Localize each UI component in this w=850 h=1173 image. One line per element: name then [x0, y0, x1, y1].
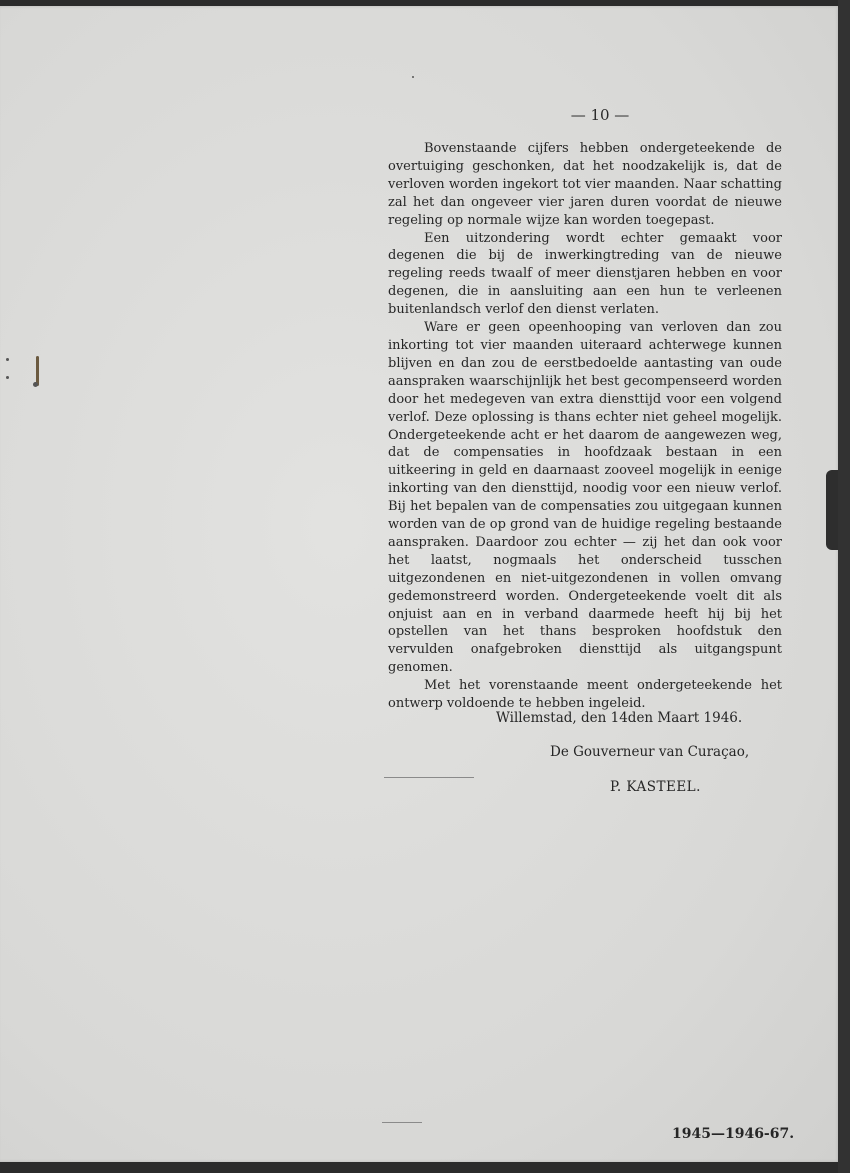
paragraph-1: Bovenstaande cijfers hebben ondergeteekende de overtuiging geschonken, dat het noodzakelijk is, dat de verloven worden ingekort tot vier maanden. Naar schatting zal het dan ongeveer vier jaren duren voordat de nieuwe regeling op normale wijze kan worden toegepast.	[388, 141, 782, 228]
margin-speck	[412, 76, 414, 78]
page-number: — 10 —	[570, 106, 630, 124]
place-date: Willemstad, den 14den Maart 1946.	[496, 710, 743, 726]
scan-edge	[838, 0, 850, 1173]
signatory-title: De Gouverneur van Curaçao,	[550, 744, 750, 760]
paragraph-3: Ware er geen opeenhooping van verloven dan zou inkorting tot vier maanden uiteraard achterwege kunnen blijven en dan zou de eerstbedoelde aantasting van oude aanspraken waarschijnlijk het best gecompenseerd worden door het medegeven van extra diensttijd voor een volgend verlof. Deze oplossing is thans echter niet geheel mogelijk. Ondergeteekende acht er het daarom de aangewezen weg, dat de compensaties in hoofdzaak bestaan in een uitkeering in geld en daarnaast zooveel mogelijk in eenige inkorting van den diensttijd, noodig voor een nieuw verlof. Bij het bepalen van de compensaties zou uitgegaan kunnen worden van de op grond van de huidige regeling bestaande aanspraken. Daardoor zou echter — zij het dan ook voor het laatst, nogmaals het onderscheid tusschen uitgezondenen en niet-uitgezondenen in vollen omvang gedemonstreerd worden. Ondergeteekende voelt dit als onjuist aan en in verband daarmede heeft hij bij het opstellen van het thans besproken hoofdstuk den vervulden onafgebroken diensttijd als uitgangspunt genomen.	[388, 320, 782, 676]
paragraph-4: Met het vorenstaande meent ondergeteekende het ontwerp voldoende te hebben ingeleid.	[388, 678, 782, 712]
margin-speck	[6, 376, 9, 379]
document-page	[0, 6, 840, 1162]
signatory-name: P. KASTEEL.	[610, 779, 701, 795]
footer-pencil-mark	[382, 1122, 422, 1123]
margin-speck	[6, 358, 9, 361]
margin-speck	[33, 382, 38, 387]
document-reference: 1945—1946-67.	[672, 1126, 795, 1142]
paragraph-2: Een uitzondering wordt echter gemaakt voor degenen die bij de inwerkingtreding van de nieuwe regeling reeds twaalf of meer dienstjaren hebben en voor degenen, die in aansluiting aan een hun te verleenen buitenlandsch verlof den dienst verlaten.	[388, 230, 782, 318]
body-text	[388, 140, 782, 713]
margin-pencil-mark	[384, 777, 474, 778]
